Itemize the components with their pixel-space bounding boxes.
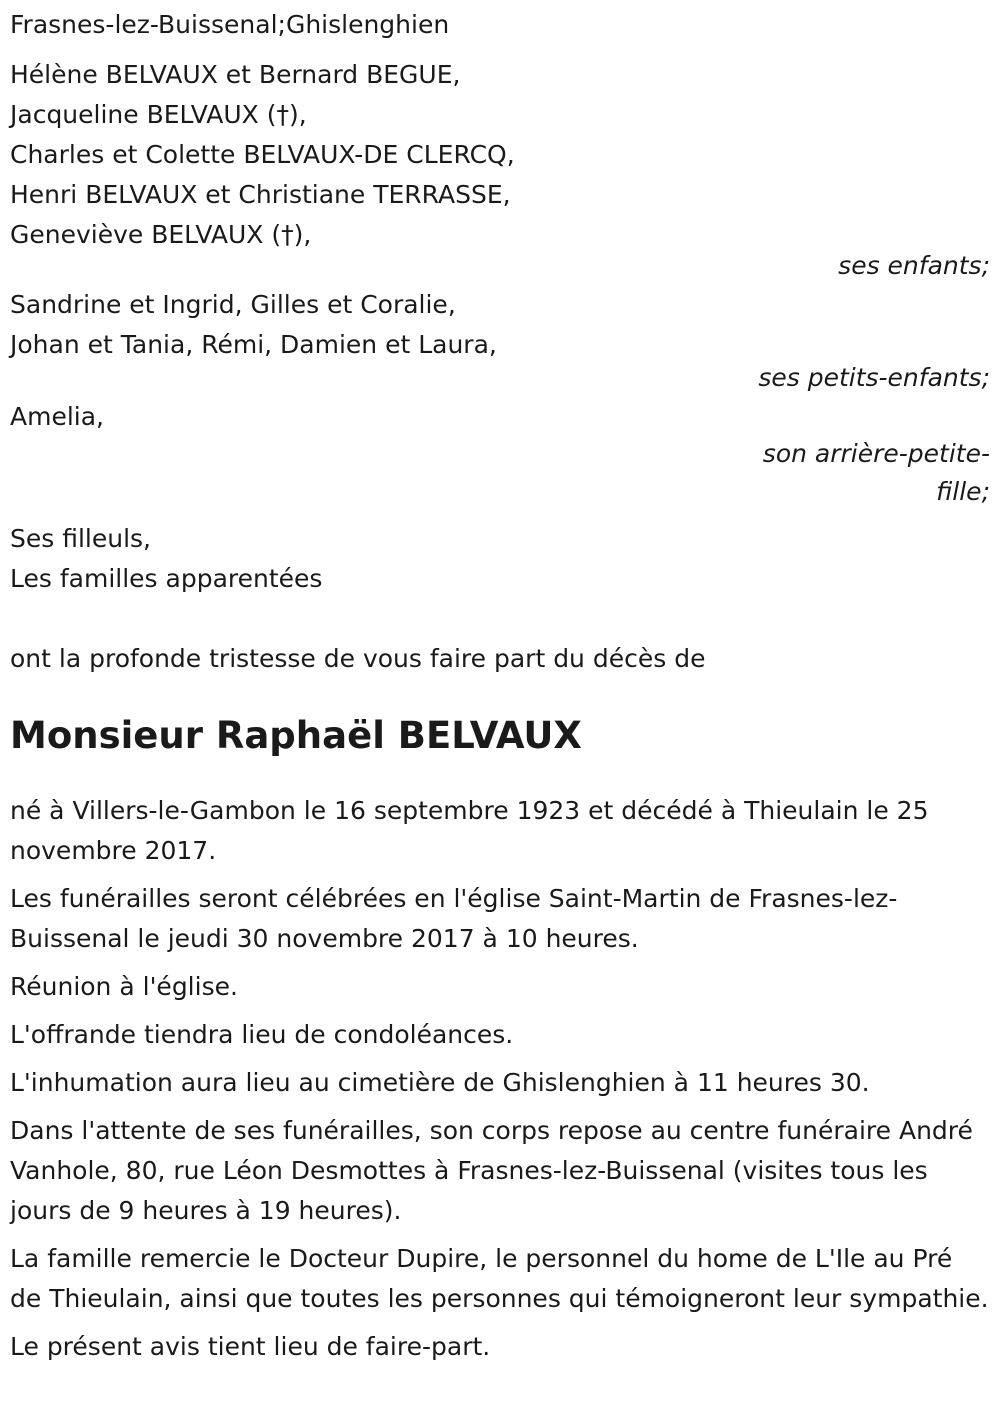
viewing-paragraph: Dans l'attente de ses funérailles, son corps repose au centre funéraire André Vanhole, 80, rue Léon Desmottes à Frasnes-lez-Buissenal (visites tous les jours de 9 heures à 19 heures). (10, 1116, 973, 1225)
child-name: Charles et Colette BELVAUX-DE CLERCQ, (10, 140, 515, 169)
godchildren-line: Ses filleuls, (10, 524, 152, 553)
locations-header: Frasnes-lez-Buissenal;Ghislenghien (10, 10, 450, 39)
child-name: Jacqueline BELVAUX (†), (10, 100, 307, 129)
great-grandchild-role-line2: fille; (936, 477, 990, 506)
announcement-text: ont la profonde tristesse de vous faire part du décès de (10, 644, 706, 673)
child-name: Henri BELVAUX et Christiane TERRASSE, (10, 180, 511, 209)
child-name: Geneviève BELVAUX (†), (10, 220, 312, 249)
great-grandchild-role-label (760, 435, 990, 511)
grandchildren-section (10, 285, 990, 397)
child-name: Hélène BELVAUX et Bernard BEGUE, (10, 60, 461, 89)
birth-death-paragraph: né à Villers-le-Gambon le 16 septembre 1923 et décédé à Thieulain le 25 novembre 2017. (10, 796, 929, 865)
grandchild-names: Sandrine et Ingrid, Gilles et Coralie, (10, 290, 456, 319)
details-section (10, 791, 990, 1367)
great-grandchild-role-line1: son arrière-petite- (762, 439, 990, 468)
others-section (10, 519, 990, 599)
burial-paragraph: L'inhumation aura lieu au cimetière de Ghislenghien à 11 heures 30. (10, 1068, 870, 1097)
thanks-paragraph: La famille remercie le Docteur Dupire, le personnel du home de L'Ile au Pré de Thieulain, ainsi que toutes les personnes qui témoigneront leur sympathie. (10, 1244, 989, 1313)
meeting-paragraph: Réunion à l'église. (10, 972, 238, 1001)
great-grandchild-section (10, 397, 990, 511)
deceased-name-heading: Monsieur Raphaël BELVAUX (10, 714, 582, 757)
children-role-label: ses enfants; (838, 251, 990, 280)
offering-paragraph: L'offrande tiendra lieu de condoléances. (10, 1020, 514, 1049)
children-section (10, 55, 990, 285)
funeral-paragraph: Les funérailles seront célébrées en l'église Saint-Martin de Frasnes-lez-Buissenal le jeudi 30 novembre 2017 à 10 heures. (10, 884, 898, 953)
grandchild-names: Johan et Tania, Rémi, Damien et Laura, (10, 330, 497, 359)
grandchildren-role-label: ses petits-enfants; (758, 363, 990, 392)
notice-paragraph: Le présent avis tient lieu de faire-part. (10, 1332, 491, 1361)
related-families-line: Les familles apparentées (10, 564, 323, 593)
great-grandchild-name: Amelia, (10, 402, 104, 431)
